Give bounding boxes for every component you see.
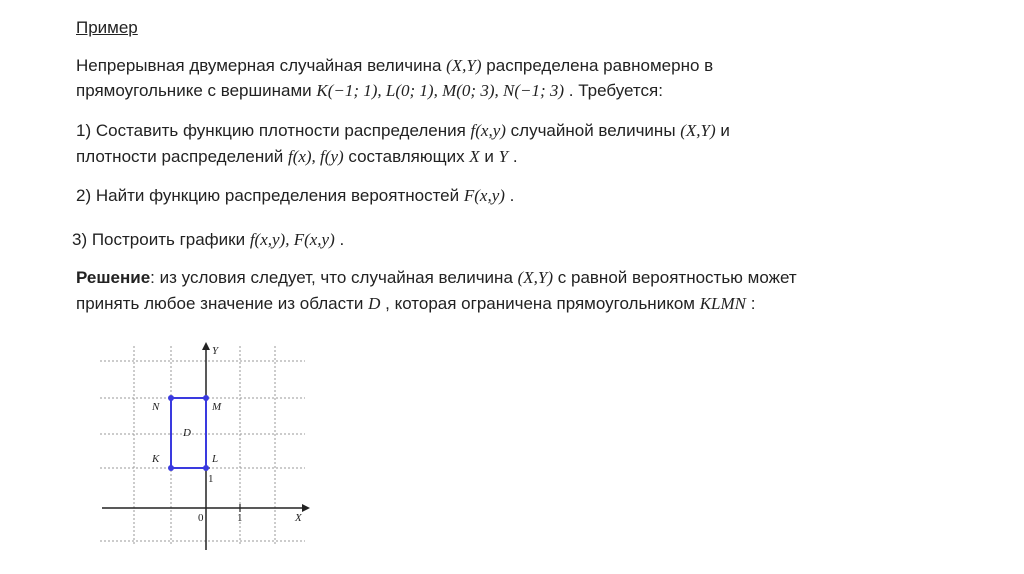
- intro-line-2: [76, 81, 663, 101]
- label-n: N: [152, 401, 160, 413]
- intro-text: Непрерывная двумерная случайная величина: [76, 56, 447, 75]
- solution-label: Решение: [76, 268, 151, 287]
- task-text: .: [504, 186, 515, 205]
- point-m: [203, 395, 209, 401]
- label-l: L: [212, 453, 219, 465]
- formula-xy: (X,Y): [680, 121, 716, 140]
- tick-label-y-1: 1: [208, 473, 214, 485]
- label-m: M: [212, 401, 222, 413]
- origin-label: 0: [198, 512, 204, 524]
- formula-fx-fy: f(x), f(y): [287, 147, 344, 166]
- formula-Y: Y: [498, 147, 509, 166]
- task-text: составляющих: [343, 147, 470, 166]
- formula-D: D: [368, 294, 381, 313]
- task-text: .: [508, 147, 518, 166]
- task1-line-2: [76, 147, 518, 167]
- formula-vertices: K(−1; 1), L(0; 1), M(0; 3), N(−1; 3): [316, 81, 565, 100]
- solution-text: : из условия следует, что случайная величина: [150, 268, 518, 287]
- formula-xy: (X,Y): [517, 268, 554, 287]
- page-title: Пример: [76, 18, 138, 37]
- task-text: 2) Найти функцию распределения вероятностей: [76, 186, 464, 205]
- tick-label-x-1: 1: [237, 512, 243, 524]
- task-text: .: [334, 230, 345, 249]
- x-axis-arrow-icon: [302, 504, 310, 512]
- intro-text: распределена равномерно в: [481, 56, 714, 75]
- y-axis-arrow-icon: [202, 342, 210, 350]
- solution-text: , которая ограничена прямоугольником: [380, 294, 700, 313]
- formula-Fxy: F(x,y): [463, 186, 505, 205]
- task1-line-1: [76, 121, 730, 141]
- task-text: и: [479, 147, 499, 166]
- task-text: и: [715, 121, 730, 140]
- formula-xy: (X,Y): [446, 56, 482, 75]
- task3-line: [72, 230, 344, 250]
- label-d: D: [183, 427, 191, 439]
- solution-text: с равной вероятностью может: [553, 268, 797, 287]
- y-axis-label: Y: [212, 345, 219, 357]
- formula-fxy: f(x,y): [470, 121, 506, 140]
- solution-text: принять любое значение из области: [76, 294, 369, 313]
- formula-KLMN: KLMN: [699, 294, 746, 313]
- formula-X: X: [469, 147, 480, 166]
- label-k: K: [152, 453, 160, 465]
- x-axis-label: X: [295, 512, 302, 524]
- solution-line-1: [76, 268, 797, 288]
- task-text: плотности распределений: [76, 147, 288, 166]
- task-text: случайной величины: [505, 121, 681, 140]
- task-text: 1) Составить функцию плотности распределения: [76, 121, 471, 140]
- point-l: [203, 465, 209, 471]
- formula-graphs: f(x,y), F(x,y): [249, 230, 335, 249]
- solution-text: :: [745, 294, 756, 313]
- intro-line-1: [76, 56, 713, 76]
- intro-text: . Требуется:: [564, 81, 663, 100]
- point-k: [168, 465, 174, 471]
- point-n: [168, 395, 174, 401]
- task-text: 3) Построить графики: [72, 230, 250, 249]
- intro-text: прямоугольнике с вершинами: [76, 81, 317, 100]
- solution-line-2: [76, 294, 755, 314]
- coordinate-plane-figure: [100, 340, 315, 555]
- task2-line: [76, 186, 514, 206]
